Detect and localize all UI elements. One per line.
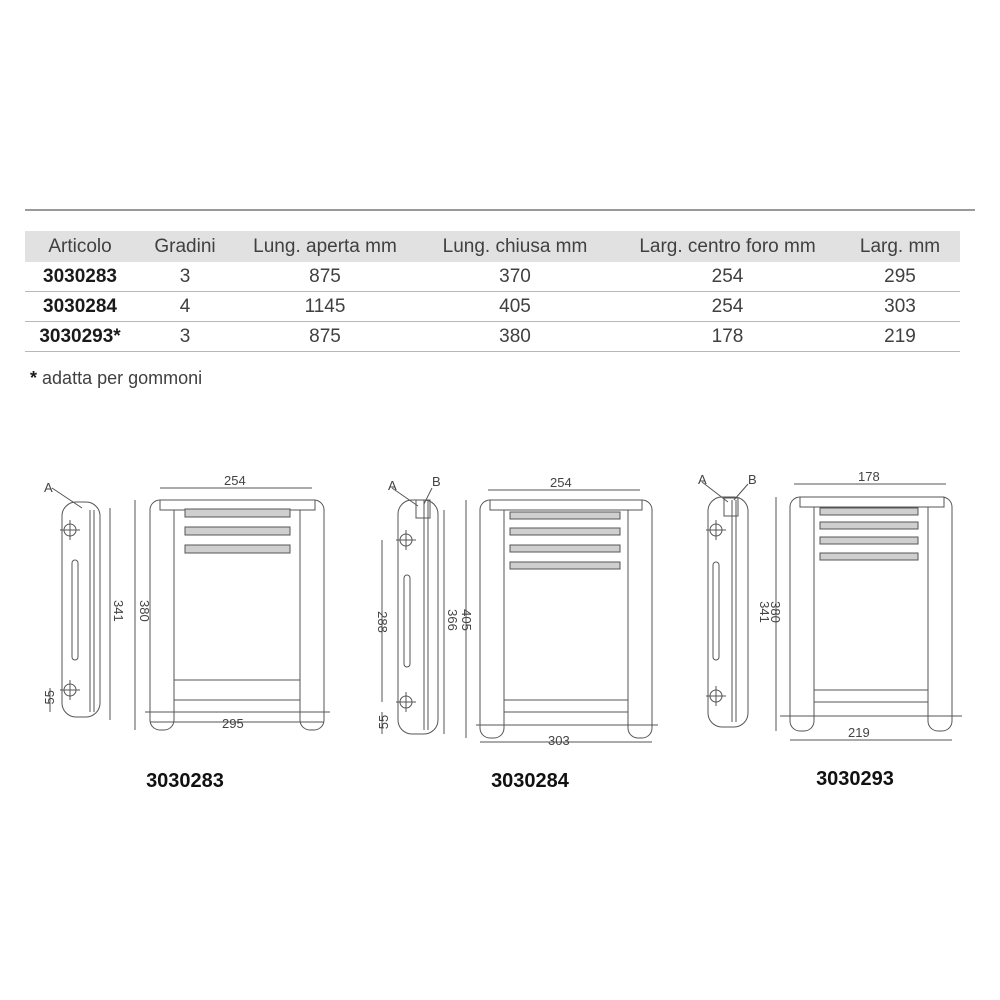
dim-height: 405 bbox=[459, 609, 474, 631]
cell-gradini: 4 bbox=[135, 292, 235, 322]
dim-inner: 341 bbox=[111, 600, 126, 622]
dim-low: 55 bbox=[42, 690, 57, 705]
label-b: B bbox=[748, 472, 757, 487]
dim-top: 178 bbox=[858, 469, 880, 484]
drawing-3030283 bbox=[50, 488, 330, 730]
dim-low: 55 bbox=[376, 714, 391, 730]
spec-table bbox=[25, 231, 960, 352]
cell-larg: 303 bbox=[840, 292, 960, 322]
technical-drawings bbox=[0, 460, 1000, 760]
cell-larg-centro: 254 bbox=[615, 292, 840, 322]
dim-height: 380 bbox=[137, 600, 152, 622]
dim-side: 288 bbox=[375, 611, 390, 633]
dim-inner: 341 bbox=[757, 601, 772, 623]
table-row bbox=[25, 322, 960, 352]
table-row bbox=[25, 292, 960, 322]
drawing-3030293 bbox=[702, 482, 962, 740]
cell-larg-centro: 254 bbox=[615, 262, 840, 292]
footnote-mark: * bbox=[30, 368, 38, 388]
col-lung-chiusa: Lung. chiusa mm bbox=[415, 231, 615, 262]
cell-gradini: 3 bbox=[135, 262, 235, 292]
side-view bbox=[50, 488, 110, 720]
cell-articolo: 3030283 bbox=[25, 262, 135, 292]
col-lung-aperta: Lung. aperta mm bbox=[235, 231, 415, 262]
cell-articolo: 3030284 bbox=[25, 292, 135, 322]
col-gradini: Gradini bbox=[135, 231, 235, 262]
front-view bbox=[466, 490, 658, 742]
dim-top: 254 bbox=[550, 475, 572, 490]
dim-height: 380 bbox=[768, 601, 783, 623]
dim-bottom: 219 bbox=[848, 725, 870, 740]
drawing-3030284 bbox=[382, 488, 658, 742]
cell-lung-chiusa: 370 bbox=[415, 262, 615, 292]
label-a: A bbox=[44, 480, 53, 495]
caption-3030293: 3030293 bbox=[816, 768, 894, 790]
table-row bbox=[25, 262, 960, 292]
side-view bbox=[382, 488, 444, 734]
cell-lung-aperta: 875 bbox=[235, 262, 415, 292]
cell-articolo: 3030293* bbox=[25, 322, 135, 352]
side-view bbox=[702, 482, 748, 727]
cell-gradini: 3 bbox=[135, 322, 235, 352]
dim-bottom: 303 bbox=[548, 733, 570, 748]
table-header-row bbox=[25, 231, 960, 262]
footnote-text: adatta per gommoni bbox=[42, 368, 203, 388]
label-b: B bbox=[432, 474, 441, 489]
front-view bbox=[776, 484, 962, 740]
front-view bbox=[135, 488, 330, 730]
cell-lung-aperta: 1145 bbox=[235, 292, 415, 322]
caption-3030284: 3030284 bbox=[491, 770, 569, 792]
caption-3030283: 3030283 bbox=[146, 770, 224, 792]
col-larg-centro: Larg. centro foro mm bbox=[615, 231, 840, 262]
cell-larg: 219 bbox=[840, 322, 960, 352]
col-articolo: Articolo bbox=[25, 231, 135, 262]
dim-top: 254 bbox=[224, 473, 246, 488]
label-a: A bbox=[698, 472, 707, 487]
cell-lung-aperta: 875 bbox=[235, 322, 415, 352]
cell-larg: 295 bbox=[840, 262, 960, 292]
top-divider bbox=[25, 209, 975, 211]
label-a: A bbox=[388, 478, 397, 493]
cell-lung-chiusa: 380 bbox=[415, 322, 615, 352]
dim-bottom: 295 bbox=[222, 716, 244, 731]
cell-larg-centro: 178 bbox=[615, 322, 840, 352]
col-larg: Larg. mm bbox=[840, 231, 960, 262]
cell-lung-chiusa: 405 bbox=[415, 292, 615, 322]
footnote bbox=[30, 368, 202, 389]
dim-inner: 366 bbox=[445, 609, 460, 631]
